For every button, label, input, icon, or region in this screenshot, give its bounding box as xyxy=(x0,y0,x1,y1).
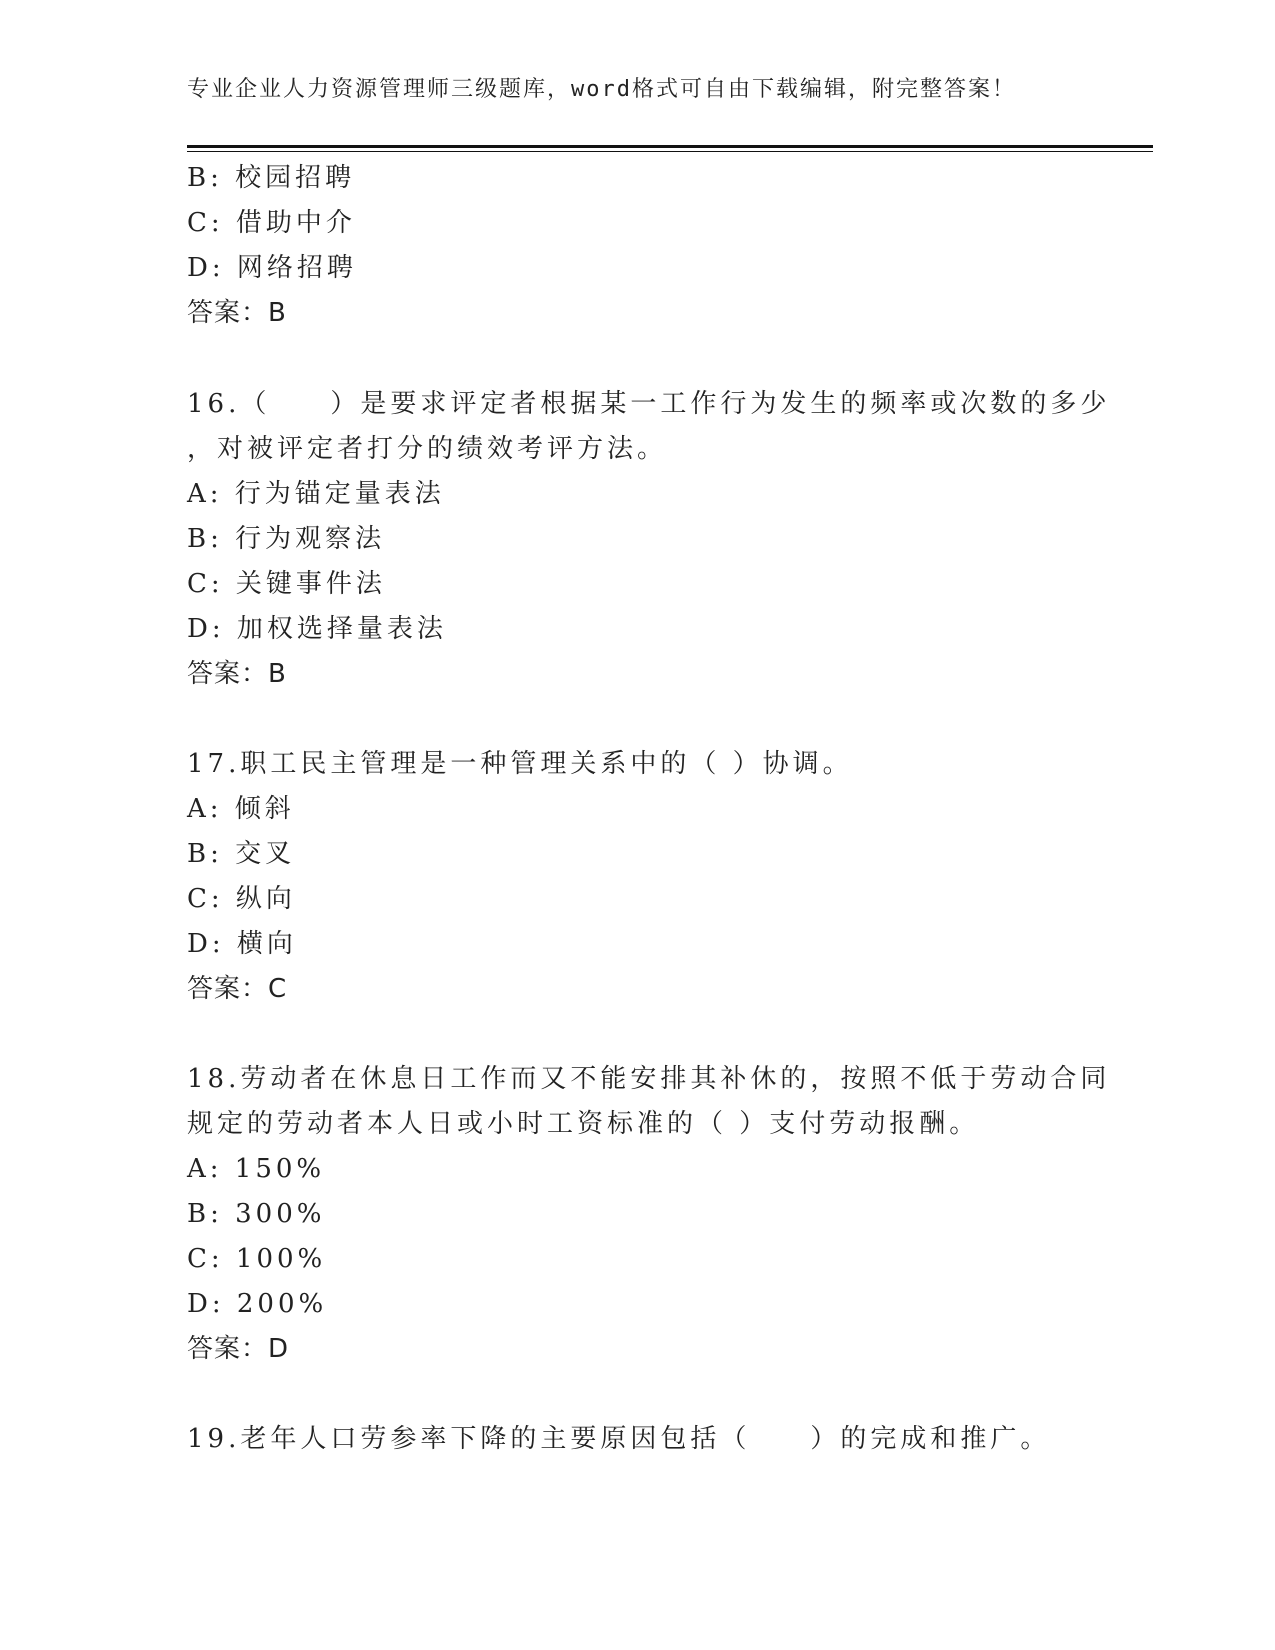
q18-option-b: B: 300% xyxy=(187,1199,326,1229)
q15-answer: 答案：B xyxy=(187,298,287,328)
q17-answer: 答案：C xyxy=(187,974,288,1004)
q17-option-a: A: 倾斜 xyxy=(187,794,295,824)
header-divider-thick xyxy=(187,145,1153,148)
q16-stem-line-1: 16.（ ）是要求评定者根据某一工作行为发生的频率或次数的多少 xyxy=(187,389,1111,419)
q16-option-b: B: 行为观察法 xyxy=(187,524,386,554)
q17-stem-line-1: 17.职工民主管理是一种管理关系中的（ ）协调。 xyxy=(187,749,853,779)
q16-stem-line-2: ，对被评定者打分的绩效考评方法。 xyxy=(187,434,668,464)
q16-answer: 答案：B xyxy=(187,659,287,689)
q16-option-d: D: 加权选择量表法 xyxy=(187,614,447,644)
q18-answer: 答案：D xyxy=(187,1334,290,1364)
q18-option-d: D: 200% xyxy=(187,1289,328,1319)
q17-option-b: B: 交叉 xyxy=(187,839,296,869)
header-divider-thin xyxy=(187,151,1153,152)
q16-option-c: C: 关键事件法 xyxy=(187,569,386,599)
q15-option-b: B: 校园招聘 xyxy=(187,163,356,193)
q18-option-c: C: 100% xyxy=(187,1244,327,1274)
q19-stem-line-1: 19.老年人口劳参率下降的主要原因包括（ ）的完成和推广。 xyxy=(187,1424,1051,1454)
q18-stem-line-1: 18.劳动者在休息日工作而又不能安排其补休的，按照不低于劳动合同 xyxy=(187,1064,1111,1094)
q15-option-c: C: 借助中介 xyxy=(187,208,356,238)
q18-option-a: A: 150% xyxy=(187,1154,326,1184)
q15-option-d: D: 网络招聘 xyxy=(187,253,357,283)
q18-stem-line-2: 规定的劳动者本人日或小时工资标准的（ ）支付劳动报酬。 xyxy=(187,1109,980,1139)
q16-option-a: A: 行为锚定量表法 xyxy=(187,479,445,509)
q17-option-c: C: 纵向 xyxy=(187,884,296,914)
page-header: 专业企业人力资源管理师三级题库，word格式可自由下载编辑，附完整答案！ xyxy=(187,77,1016,102)
q17-option-d: D: 横向 xyxy=(187,929,297,959)
